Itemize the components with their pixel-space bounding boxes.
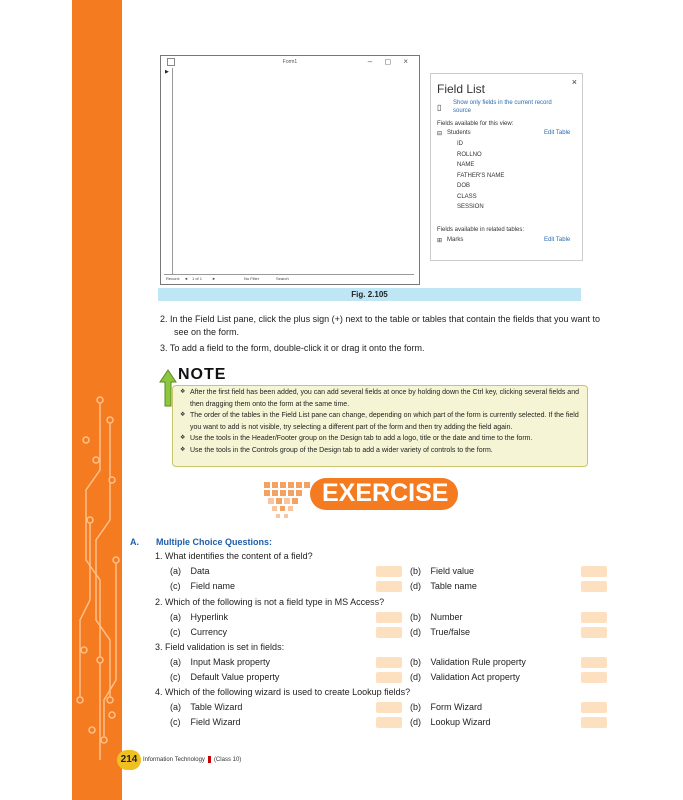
table-students[interactable]: Students — [447, 130, 471, 136]
option — [410, 702, 482, 712]
field-item[interactable]: NAME — [457, 162, 475, 168]
option — [410, 566, 474, 576]
field-item[interactable]: CLASS — [457, 193, 477, 200]
option-key: (b) — [410, 612, 421, 622]
field-item[interactable]: ID — [457, 141, 463, 147]
answer-box[interactable] — [581, 612, 607, 623]
note-item: ❖ The order of the tables in the Field List pane can change, depending on which part of the form is currently selected. If the field you want to add is not visible, try selecting a different part of the form and then try adding the field again. — [180, 412, 579, 431]
form-window-titlebar — [161, 56, 419, 68]
question: 4. Which of the following wizard is used to create Lookup fields? — [155, 687, 411, 697]
record-selector[interactable] — [164, 68, 173, 274]
pixel-grid-decoration — [262, 480, 310, 524]
bullet-icon: ❖ — [180, 446, 186, 453]
option-key: (d) — [410, 672, 421, 682]
nav-next-button[interactable]: ► — [212, 276, 216, 281]
answer-box[interactable] — [376, 612, 402, 623]
record-position[interactable]: 1 of 1 — [192, 276, 203, 281]
option-key: (c) — [170, 672, 181, 682]
answer-box[interactable] — [376, 581, 402, 592]
option-key: (c) — [170, 717, 181, 727]
note-item: ❖ After the first field has been added, you can add several fields at once by holding down the Ctrl key, clicking several fields and then dragging them onto the form at the same time. — [180, 389, 579, 408]
field-list-title: Field List — [437, 82, 486, 96]
option-text: Lookup Wizard — [428, 717, 491, 727]
steps-list — [160, 313, 610, 358]
option — [170, 612, 228, 622]
fields-available-label: Fields available for this view: — [437, 121, 514, 127]
edit-table-link-marks[interactable]: Edit Table — [544, 237, 571, 243]
option-key: (a) — [170, 657, 181, 667]
option-text: Field name — [188, 581, 236, 591]
step-2: 2. In the Field List pane, click the plus sign (+) next to the table or tables that contain the fields that you want to see on the form. — [160, 314, 601, 337]
option — [170, 627, 227, 637]
option-key: (a) — [170, 702, 181, 712]
note-title: NOTE — [178, 366, 227, 383]
edit-table-link[interactable]: Edit Table — [544, 130, 571, 136]
option-key: (d) — [410, 581, 421, 591]
field-item[interactable]: SESSION — [457, 204, 484, 210]
option — [170, 702, 242, 712]
related-tables-label: Fields available in related tables: — [437, 227, 525, 233]
option — [410, 657, 526, 667]
answer-box[interactable] — [581, 566, 607, 577]
option-text: Validation Rule property — [428, 657, 526, 667]
window-controls[interactable]: – ◻ × — [367, 57, 413, 66]
answer-box[interactable] — [376, 717, 402, 728]
option-key: (c) — [170, 581, 181, 591]
option-key: (b) — [410, 566, 421, 576]
option — [170, 566, 210, 576]
answer-box[interactable] — [581, 672, 607, 683]
option-key: (a) — [170, 612, 181, 622]
record-navigation-bar — [164, 274, 414, 282]
answer-box[interactable] — [376, 702, 402, 713]
option-text: Data — [188, 566, 210, 576]
form-window-title: Form1 — [282, 59, 298, 65]
option-text: Validation Act property — [428, 672, 520, 682]
option-text: Hyperlink — [188, 612, 229, 622]
record-pointer-icon: ▶ — [165, 69, 169, 75]
option-text: True/false — [428, 627, 471, 637]
option-text: Field Wizard — [188, 717, 241, 727]
option-text: Form Wizard — [428, 702, 482, 712]
figure-caption: Fig. 2.105 — [158, 288, 581, 301]
question: 2. Which of the following is not a field type in MS Access? — [155, 597, 385, 607]
option-key: (a) — [170, 566, 181, 576]
record-label: Record: — [166, 276, 181, 281]
option-text: Field value — [428, 566, 475, 576]
option-text: Number — [428, 612, 463, 622]
option-text: Input Mask property — [188, 657, 271, 667]
footer-text — [143, 756, 241, 763]
field-list-pane — [430, 73, 583, 261]
option-key: (d) — [410, 627, 421, 637]
option-key: (c) — [170, 627, 181, 637]
question: 1. What identifies the content of a field? — [155, 551, 313, 561]
option — [410, 627, 470, 637]
question: 3. Field validation is set in fields: — [155, 642, 285, 652]
close-icon[interactable]: × — [571, 77, 577, 87]
option-key: (b) — [410, 657, 421, 667]
answer-box[interactable] — [581, 581, 607, 592]
form-window — [160, 55, 420, 285]
show-only-link-cont[interactable]: source — [453, 108, 472, 114]
bullet-icon: ❖ — [180, 389, 186, 395]
field-item[interactable]: DOB — [457, 183, 471, 189]
option — [170, 672, 279, 682]
field-item[interactable]: ROLLNO — [457, 151, 482, 158]
footer-divider — [208, 756, 211, 763]
option-text: Currency — [188, 627, 228, 637]
expand-icon[interactable]: ⊞ — [437, 238, 443, 244]
option-text: Table Wizard — [188, 702, 243, 712]
option — [410, 717, 491, 727]
nav-first-button[interactable]: ◄ — [184, 276, 188, 281]
note-item: ❖ Use the tools in the Header/Footer group on the Design tab to add a logo, title or the date and time to the form. — [178, 433, 582, 445]
note-list — [178, 387, 582, 456]
option-text: Table name — [428, 581, 477, 591]
note-item: ❖ Use the tools in the Controls group of the Design tab to add a wider variety of controls to the form. — [178, 445, 582, 457]
option — [170, 657, 270, 667]
answer-box[interactable] — [376, 672, 402, 683]
section-title: Multiple Choice Questions: — [156, 537, 273, 547]
show-only-icon[interactable]: ▯ — [437, 103, 442, 112]
section-label: A. — [130, 537, 139, 547]
option-key: (d) — [410, 717, 421, 727]
option-text: Default Value property — [188, 672, 280, 682]
step-3: 3. To add a field to the form, double-click it or drag it onto the form. — [160, 343, 425, 353]
table-marks[interactable]: Marks — [447, 237, 464, 243]
page-number-badge: 214 — [117, 750, 141, 770]
filter-status[interactable]: No Filter — [244, 276, 260, 281]
book-title: Information Technology — [143, 757, 205, 764]
answer-box[interactable] — [376, 657, 402, 668]
search-box[interactable]: Search — [276, 276, 289, 281]
field-item[interactable]: FATHER'S NAME — [457, 172, 505, 179]
option — [410, 612, 463, 622]
collapse-icon[interactable]: ⊟ — [437, 131, 443, 137]
option — [170, 581, 235, 591]
answer-box[interactable] — [581, 657, 607, 668]
class-label: (Class 10) — [213, 757, 242, 764]
answer-box[interactable] — [376, 627, 402, 638]
answer-box[interactable] — [376, 566, 402, 577]
option-key: (b) — [410, 702, 421, 712]
bullet-icon: ❖ — [180, 412, 186, 418]
answer-box[interactable] — [581, 702, 607, 713]
option — [410, 581, 477, 591]
bullet-icon: ❖ — [180, 435, 186, 441]
circuit-decoration — [72, 0, 122, 800]
option — [410, 672, 520, 682]
option — [170, 717, 241, 727]
answer-box[interactable] — [581, 717, 607, 728]
exercise-title: EXERCISE — [322, 479, 449, 507]
show-only-link[interactable]: Show only fields in the current record — [453, 100, 552, 106]
answer-box[interactable] — [581, 627, 607, 638]
